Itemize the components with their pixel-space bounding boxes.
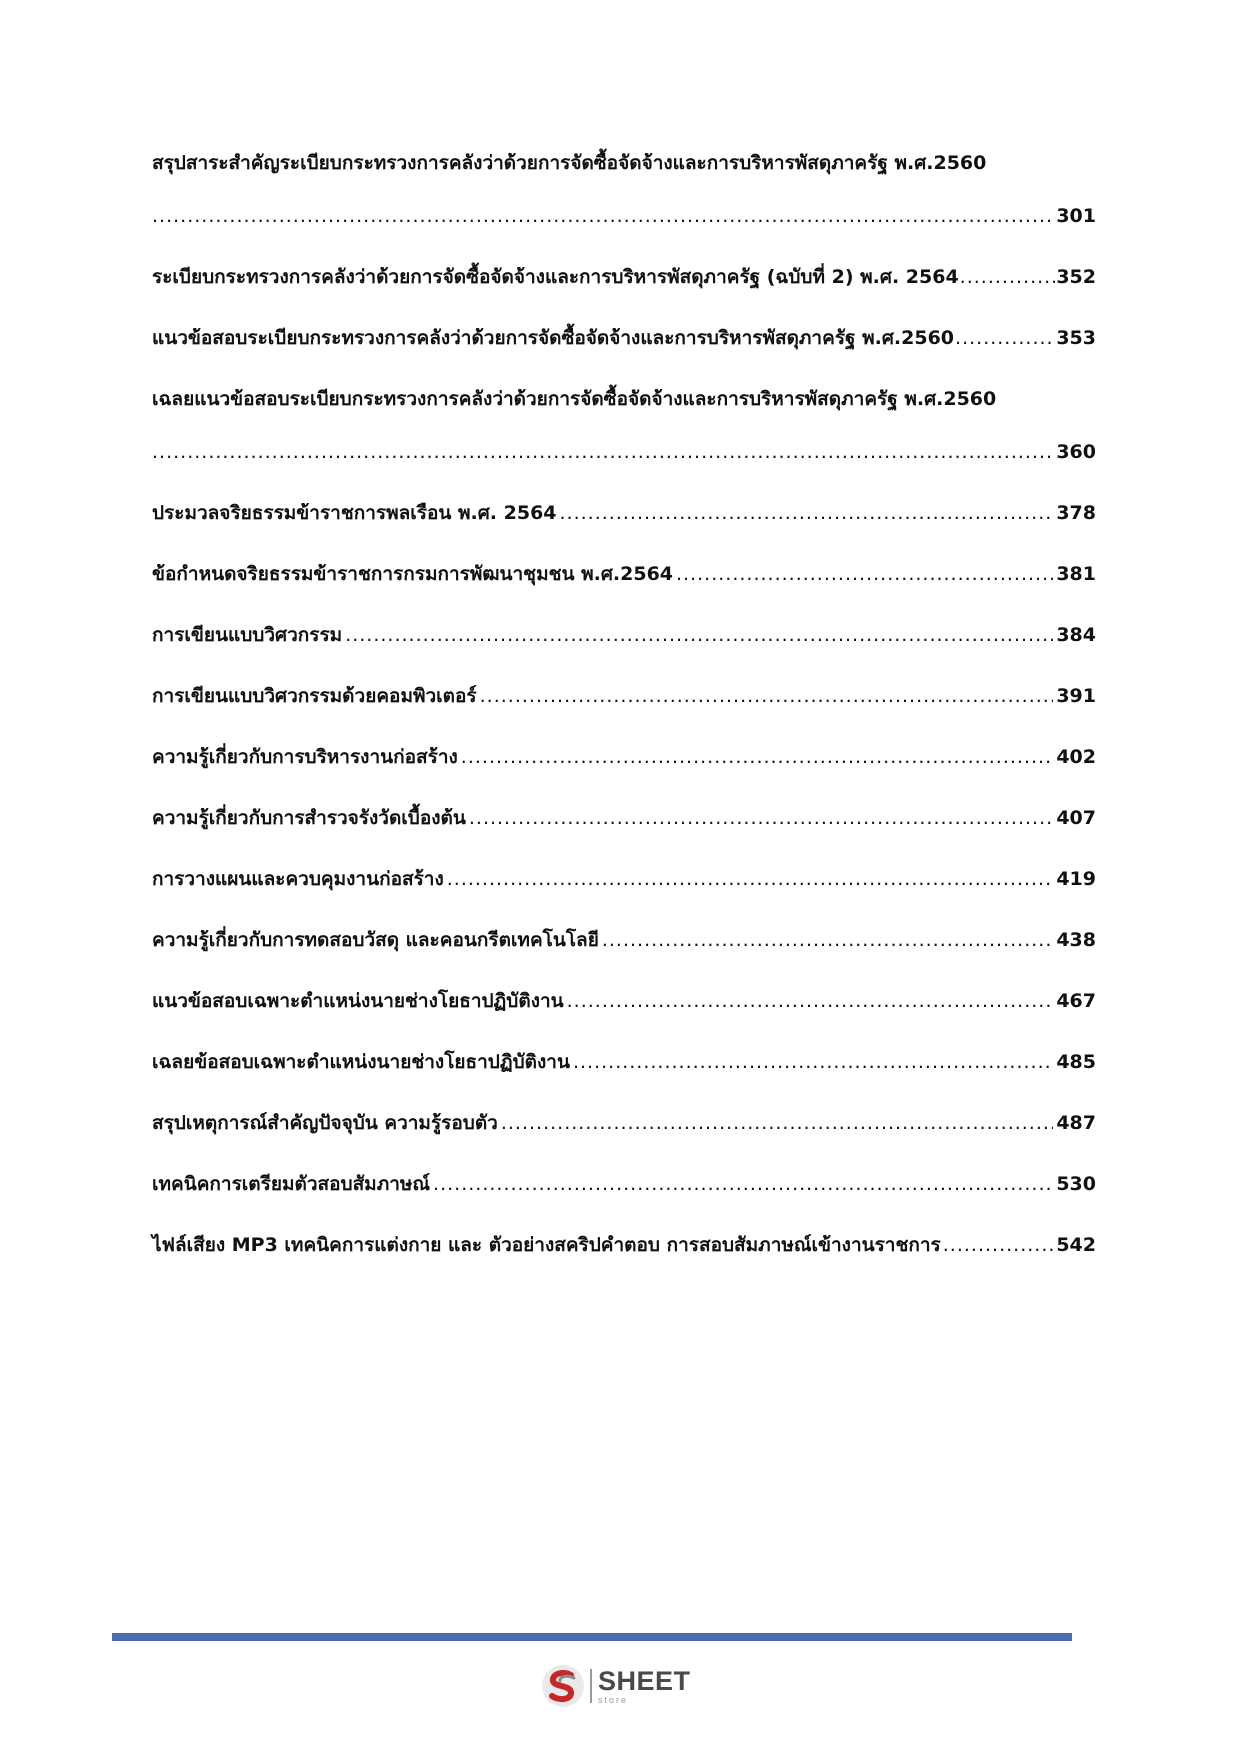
- toc-entry[interactable]: [152, 1230, 1096, 1260]
- toc-entry[interactable]: [152, 1108, 1096, 1138]
- toc-leader-dots: [152, 201, 1053, 231]
- footer-rule: [112, 1633, 1072, 1641]
- toc-entry-page: 353: [1056, 327, 1096, 349]
- toc-entry[interactable]: [152, 559, 1096, 589]
- toc-entry[interactable]: [152, 986, 1096, 1016]
- toc-entry-title: ความรู้เกี่ยวกับการบริหารงานก่อสร้าง: [152, 746, 458, 768]
- toc-entry-page: 391: [1056, 685, 1096, 707]
- sheetstore-s-logo-icon: [540, 1663, 586, 1709]
- logo-subtext: store: [598, 1694, 629, 1705]
- table-of-contents: [152, 148, 1096, 1291]
- toc-entry-title: การเขียนแบบวิศวกรรม: [152, 624, 343, 646]
- toc-entry-page: 378: [1056, 502, 1096, 524]
- logo-wordmark: SHEET: [598, 1665, 691, 1696]
- toc-entry[interactable]: [152, 323, 1096, 353]
- toc-leader-dots: [573, 1047, 1053, 1077]
- toc-leader-dots: [501, 1108, 1053, 1138]
- toc-leader-dots: [433, 1169, 1053, 1199]
- toc-leader-dots: [461, 742, 1054, 772]
- toc-leader-dots: [602, 925, 1054, 955]
- toc-entry-page: 530: [1056, 1173, 1096, 1195]
- toc-entry[interactable]: [152, 742, 1096, 772]
- toc-entry-title: ระเบียบกระทรวงการคลังว่าด้วยการจัดซื้อจัดจ้างและการบริหารพัสดุภาครัฐ (ฉบับที่ 2) พ.ศ. 2564: [152, 266, 959, 288]
- toc-entry-page: 301: [1056, 205, 1096, 227]
- toc-leader-dots: [960, 262, 1056, 292]
- toc-entry-title: เฉลยข้อสอบเฉพาะตำแหน่งนายช่างโยธาปฏิบัติงาน: [152, 1051, 570, 1073]
- toc-leader-dots: [955, 323, 1055, 353]
- toc-entry[interactable]: [152, 384, 1096, 467]
- toc-entry[interactable]: [152, 925, 1096, 955]
- toc-entry-title: การเขียนแบบวิศวกรรมด้วยคอมพิวเตอร์: [152, 685, 477, 707]
- toc-leader-dots: [567, 986, 1054, 1016]
- toc-entry-title: ไฟล์เสียง MP3 เทคนิคการแต่งกาย และ ตัวอย่างสคริปคำตอบ การสอบสัมภาษณ์เข้างานราชการ: [152, 1234, 941, 1256]
- toc-entry-title: ข้อกำหนดจริยธรรมข้าราชการกรมการพัฒนาชุมชน พ.ศ.2564: [152, 563, 674, 585]
- toc-entry-page: 381: [1056, 563, 1096, 585]
- toc-entry-page: 402: [1056, 746, 1096, 768]
- toc-leader-dots: [676, 559, 1053, 589]
- toc-entry-page: 352: [1056, 266, 1096, 288]
- toc-entry[interactable]: [152, 1047, 1096, 1077]
- toc-entry[interactable]: [152, 864, 1096, 894]
- toc-leader-dots: [943, 1230, 1055, 1260]
- toc-leader-dots: [447, 864, 1054, 894]
- toc-entry-title: การวางแผนและควบคุมงานก่อสร้าง: [152, 868, 444, 890]
- toc-entry-title: สรุปเหตุการณ์สำคัญปัจจุบัน ความรู้รอบตัว: [152, 1112, 498, 1134]
- toc-entry-page: 467: [1056, 990, 1096, 1012]
- toc-entry-title: ความรู้เกี่ยวกับการทดสอบวัสดุ และคอนกรีตเทคโนโลยี: [152, 929, 599, 951]
- toc-entry-page: 384: [1056, 624, 1096, 646]
- toc-entry-title: เฉลยแนวข้อสอบระเบียบกระทรวงการคลังว่าด้วยการจัดซื้อจัดจ้างและการบริหารพัสดุภาครัฐ พ.ศ.2560: [152, 388, 997, 410]
- toc-entry-title: สรุปสาระสำคัญระเบียบกระทรวงการคลังว่าด้วยการจัดซื้อจัดจ้างและการบริหารพัสดุภาครัฐ พ.ศ.2560: [152, 152, 987, 174]
- toc-entry-title: ความรู้เกี่ยวกับการสำรวจรังวัดเบื้องต้น: [152, 807, 466, 829]
- toc-leader-dots: [480, 681, 1054, 711]
- toc-leader-dots: [560, 498, 1054, 528]
- toc-leader-dots: [345, 620, 1053, 650]
- toc-leader-dots: [469, 803, 1053, 833]
- toc-entry-page: 485: [1056, 1051, 1096, 1073]
- toc-entry-page: 542: [1056, 1234, 1096, 1256]
- footer-logo: [540, 1663, 691, 1709]
- toc-entry-page: 419: [1056, 868, 1096, 890]
- toc-entry-title: แนวข้อสอบระเบียบกระทรวงการคลังว่าด้วยการจัดซื้อจัดจ้างและการบริหารพัสดุภาครัฐ พ.ศ.2560: [152, 327, 955, 349]
- toc-entry[interactable]: [152, 498, 1096, 528]
- toc-entry[interactable]: [152, 1169, 1096, 1199]
- toc-entry[interactable]: [152, 803, 1096, 833]
- toc-entry-title: แนวข้อสอบเฉพาะตำแหน่งนายช่างโยธาปฏิบัติงาน: [152, 990, 564, 1012]
- toc-entry-title: เทคนิคการเตรียมตัวสอบสัมภาษณ์: [152, 1173, 431, 1195]
- logo-divider: [590, 1669, 592, 1703]
- toc-entry[interactable]: [152, 262, 1096, 292]
- toc-entry-page: 438: [1056, 929, 1096, 951]
- toc-entry-title: ประมวลจริยธรรมข้าราชการพลเรือน พ.ศ. 2564: [152, 502, 557, 524]
- toc-entry-page: 487: [1056, 1112, 1096, 1134]
- toc-entry[interactable]: [152, 681, 1096, 711]
- toc-entry-page: 360: [1056, 441, 1096, 463]
- toc-entry[interactable]: [152, 620, 1096, 650]
- toc-entry[interactable]: [152, 148, 1096, 231]
- toc-entry-page: 407: [1056, 807, 1096, 829]
- toc-leader-dots: [152, 437, 1053, 467]
